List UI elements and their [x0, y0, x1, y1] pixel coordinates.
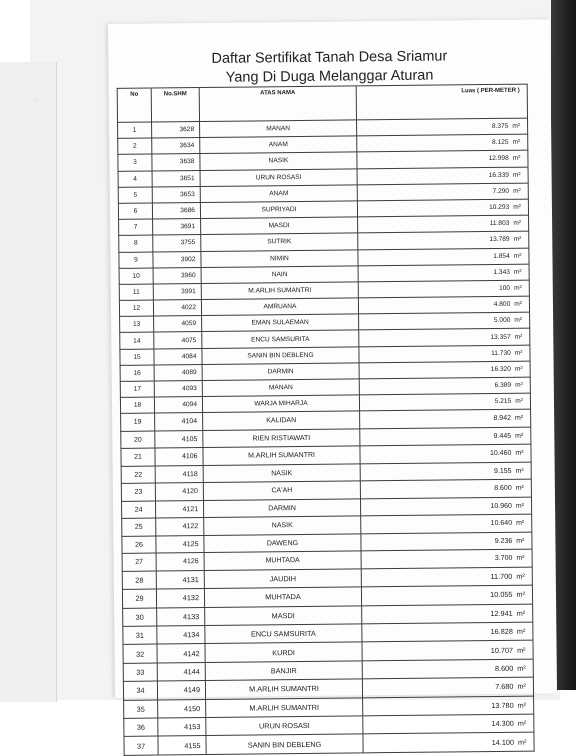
row-no: 31 [123, 626, 157, 645]
table-row [124, 732, 534, 755]
row-no-shm: 4144 [157, 662, 205, 681]
header-luas: Luas ( PER-METER ) [356, 84, 527, 120]
row-no-shm: 3755 [153, 235, 201, 252]
row-no-shm: 4089 [154, 364, 202, 381]
luas-unit: m² [516, 626, 526, 636]
row-no-shm: 4126 [156, 553, 204, 571]
row-atas-nama: MASDI [201, 217, 358, 235]
row-atas-nama: RIEN RISTIAWATI [203, 429, 360, 448]
row-luas: 11.730 m² [359, 345, 530, 363]
row-luas: 5.215 m² [359, 393, 530, 411]
row-luas: 9.155 m² [360, 462, 531, 481]
luas-unit: m² [517, 737, 527, 747]
row-atas-nama: MASDI [205, 606, 362, 626]
luas-unit: m² [516, 590, 526, 600]
row-atas-nama: M.ARLIH SUMANTRI [205, 679, 362, 699]
luas-unit: m² [515, 381, 523, 389]
row-luas: 8.600 m² [362, 659, 533, 679]
row-luas: 16.339 m² [357, 167, 528, 185]
row-atas-nama: URUN ROSASI [200, 168, 357, 186]
luas-unit: m² [516, 537, 525, 545]
row-no-shm: 4133 [157, 607, 205, 626]
row-no-shm: 4022 [153, 300, 201, 317]
row-luas: 10.460 m² [360, 444, 531, 463]
row-no: 25 [122, 518, 156, 536]
row-no-shm: 3902 [153, 251, 201, 268]
row-luas: 10.960 m² [360, 497, 531, 516]
row-atas-nama: M.ARLIH SUMANTRI [206, 697, 363, 717]
row-no-shm: 3686 [152, 202, 200, 219]
row-no: 27 [122, 553, 156, 571]
luas-unit: m² [516, 571, 525, 581]
luas-unit: m² [515, 432, 524, 440]
row-no-shm: 3651 [152, 170, 200, 187]
paper-mark: · [34, 96, 37, 103]
row-atas-nama: ENCU SAMSURITA [202, 330, 359, 348]
row-atas-nama: ENCU SAMSURITA [205, 624, 362, 644]
luas-unit: m² [517, 663, 526, 673]
row-no: 2 [118, 138, 152, 155]
row-luas: 16.320 m² [359, 361, 530, 379]
row-atas-nama: URUN ROSASI [206, 716, 363, 736]
document-subtitle: Yang Di Duga Melanggar Aturan [225, 67, 434, 86]
row-no-shm: 4122 [156, 518, 204, 536]
luas-unit: m² [514, 333, 523, 341]
row-luas: 10.707 m² [362, 641, 533, 661]
row-atas-nama: ANAM [200, 136, 357, 154]
row-atas-nama: ANAM [200, 185, 357, 203]
row-no-shm: 4134 [157, 626, 205, 645]
luas-unit: m² [512, 155, 521, 163]
header-no-shm: No.SHM [151, 88, 199, 123]
row-atas-nama: DAWENG [204, 534, 361, 553]
luas-unit: m² [517, 645, 526, 655]
row-luas: 8.125 m² [357, 134, 528, 152]
row-no-shm: 3628 [152, 122, 200, 139]
row-no-shm: 3638 [152, 154, 200, 171]
row-no: 23 [121, 483, 155, 501]
row-no-shm: 4121 [155, 500, 203, 518]
luas-unit: m² [514, 284, 522, 292]
row-atas-nama: MUHTADA [204, 587, 361, 607]
row-luas: 6.389 m² [359, 377, 530, 395]
row-no: 34 [123, 681, 157, 700]
document-title: Daftar Sertifikat Tanah Desa Sriamur [211, 48, 448, 67]
row-luas: 13.789 m² [358, 231, 529, 249]
row-no: 13 [120, 316, 154, 333]
row-atas-nama: SUTRIK [201, 233, 358, 251]
row-no: 33 [123, 663, 157, 682]
row-no-shm: 3653 [152, 186, 200, 203]
row-no-shm: 4125 [156, 535, 204, 553]
row-no-shm: 3991 [153, 283, 201, 300]
luas-unit: m² [512, 138, 521, 147]
row-no: 4 [118, 171, 152, 188]
row-atas-nama: SANIN BIN DEBLENG [202, 347, 359, 365]
row-luas: 7.680 m² [362, 677, 533, 697]
row-no: 28 [122, 571, 156, 590]
row-no-shm: 4131 [156, 570, 204, 589]
row-atas-nama: SANIN BIN DEBLENG [206, 734, 363, 754]
row-luas: 13.357 m² [359, 329, 530, 347]
luas-unit: m² [514, 317, 523, 325]
luas-unit: m² [517, 682, 527, 692]
luas-unit: m² [516, 554, 525, 562]
row-no-shm: 4106 [155, 448, 203, 466]
row-no: 21 [121, 448, 155, 466]
luas-unit: m² [513, 236, 522, 244]
row-no-shm: 4120 [155, 483, 203, 501]
row-atas-nama: CA'AH [203, 481, 360, 500]
row-luas: 14.100 m² [363, 732, 534, 752]
luas-unit: m² [516, 608, 526, 618]
row-no-shm: 4150 [158, 699, 206, 718]
row-atas-nama: M.ARLIH SUMANTRI [203, 446, 360, 465]
row-atas-nama: AMRUANA [201, 298, 358, 316]
row-luas: 5.000 m² [359, 312, 530, 330]
row-no: 22 [121, 466, 155, 484]
row-luas: 4.800 m² [358, 296, 529, 314]
row-no-shm: 3691 [153, 219, 201, 236]
row-atas-nama: MUHTADA [204, 551, 361, 570]
row-no: 18 [120, 397, 154, 414]
row-no-shm: 4075 [154, 332, 202, 349]
certificate-table [117, 84, 535, 756]
table-header-row [117, 84, 527, 122]
row-luas: 10.055 m² [361, 585, 532, 605]
row-no: 32 [123, 644, 157, 663]
header-no: No [117, 88, 151, 122]
luas-unit: m² [513, 252, 522, 260]
luas-unit: m² [512, 171, 521, 179]
row-luas: 14.300 m² [363, 714, 534, 734]
luas-unit: m² [513, 203, 521, 211]
row-no: 37 [124, 736, 158, 755]
row-luas: 7.290 m² [357, 183, 528, 201]
row-luas: 1.343 m² [358, 264, 529, 282]
luas-unit: m² [515, 484, 524, 492]
row-no-shm: 4153 [158, 718, 206, 737]
row-no: 12 [119, 300, 153, 317]
row-luas: 11.803 m² [358, 215, 529, 233]
row-atas-nama: DARMIN [202, 363, 359, 381]
row-luas: 10.640 m² [361, 514, 532, 533]
row-no-shm: 4105 [155, 430, 203, 448]
row-no-shm: 4142 [157, 644, 205, 663]
luas-unit: m² [513, 268, 522, 276]
row-atas-nama: NASIK [200, 152, 357, 170]
luas-unit: m² [515, 502, 525, 510]
luas-unit: m² [513, 187, 521, 195]
row-no-shm: 4104 [155, 413, 203, 431]
luas-unit: m² [514, 365, 523, 373]
left-paper-edge [0, 62, 57, 702]
row-luas: 8.600 m² [360, 479, 531, 498]
row-atas-nama: MANAN [200, 120, 357, 138]
row-no: 7 [119, 219, 153, 236]
row-no: 19 [121, 413, 155, 431]
luas-unit: m² [516, 519, 525, 527]
row-no-shm: 3634 [152, 138, 200, 155]
row-atas-nama: BANJIR [205, 661, 362, 681]
row-no: 36 [124, 718, 158, 737]
row-luas: 8.942 m² [360, 409, 531, 428]
row-no: 5 [118, 187, 152, 204]
row-atas-nama: NIMIN [201, 249, 358, 267]
row-atas-nama: WARJA MIHARJA [202, 395, 359, 413]
row-luas: 13.780 m² [363, 696, 534, 716]
row-atas-nama: NASIK [203, 464, 360, 483]
row-luas: 3.700 m² [361, 549, 532, 568]
row-no: 20 [121, 431, 155, 449]
certificate-list-page [108, 19, 557, 751]
row-atas-nama: MANAN [202, 379, 359, 397]
row-no: 1 [118, 122, 152, 139]
row-atas-nama: M.ARLIH SUMANTRI [201, 282, 358, 300]
luas-unit: m² [517, 700, 527, 710]
row-luas: 10.293 m² [357, 199, 528, 217]
luas-unit: m² [512, 122, 521, 130]
row-luas: 9.445 m² [360, 427, 531, 446]
row-no: 30 [123, 608, 157, 627]
luas-unit: m² [515, 397, 524, 406]
row-atas-nama: KURDI [205, 642, 362, 662]
row-atas-nama: SUPRIYADI [200, 201, 357, 219]
luas-unit: m² [513, 219, 522, 227]
row-no-shm: 4149 [157, 681, 205, 700]
luas-unit: m² [514, 414, 524, 422]
row-no-shm: 4118 [155, 465, 203, 483]
row-no: 26 [122, 536, 156, 554]
row-luas: 8.375 m² [357, 118, 528, 136]
row-luas: 12.998 m² [357, 150, 528, 168]
row-no-shm: 4059 [154, 316, 202, 333]
luas-unit: m² [515, 449, 524, 457]
row-luas: 1.854 m² [358, 248, 529, 266]
row-luas: 12.941 m² [362, 604, 533, 624]
header-atas-nama: ATAS NAMA [199, 86, 356, 122]
row-no: 9 [119, 252, 153, 269]
row-atas-nama: EMAN SULAEMAN [202, 314, 359, 332]
row-no-shm: 4132 [156, 589, 204, 608]
row-no: 14 [120, 332, 154, 349]
row-no: 8 [119, 235, 153, 252]
row-atas-nama: NASIK [204, 516, 361, 535]
row-atas-nama: DARMIN [203, 499, 360, 518]
row-no: 17 [120, 381, 154, 398]
row-no-shm: 4084 [154, 348, 202, 365]
row-atas-nama: KALIDAN [203, 411, 360, 430]
luas-unit: m² [515, 467, 524, 475]
row-no-shm: 4094 [154, 397, 202, 414]
row-luas: 16.828 m² [362, 622, 533, 642]
row-no-shm: 4155 [158, 736, 206, 755]
row-no: 35 [124, 700, 158, 719]
row-no: 11 [119, 284, 153, 301]
row-no: 15 [120, 349, 154, 366]
luas-unit: m² [514, 349, 523, 357]
row-no-shm: 3960 [153, 267, 201, 284]
row-no: 29 [122, 589, 156, 608]
row-no: 10 [119, 268, 153, 285]
luas-unit: m² [514, 300, 522, 308]
row-luas: 9.236 m² [361, 532, 532, 551]
row-no: 16 [120, 365, 154, 382]
row-no: 6 [118, 203, 152, 220]
row-luas: 11.700 m² [361, 567, 532, 587]
row-no-shm: 4093 [154, 381, 202, 398]
row-atas-nama: JAUDIH [204, 569, 361, 589]
row-no: 3 [118, 154, 152, 171]
row-no: 24 [121, 501, 155, 519]
luas-unit: m² [517, 718, 527, 728]
row-atas-nama: NAIN [201, 266, 358, 284]
row-luas: 100 m² [358, 280, 529, 298]
